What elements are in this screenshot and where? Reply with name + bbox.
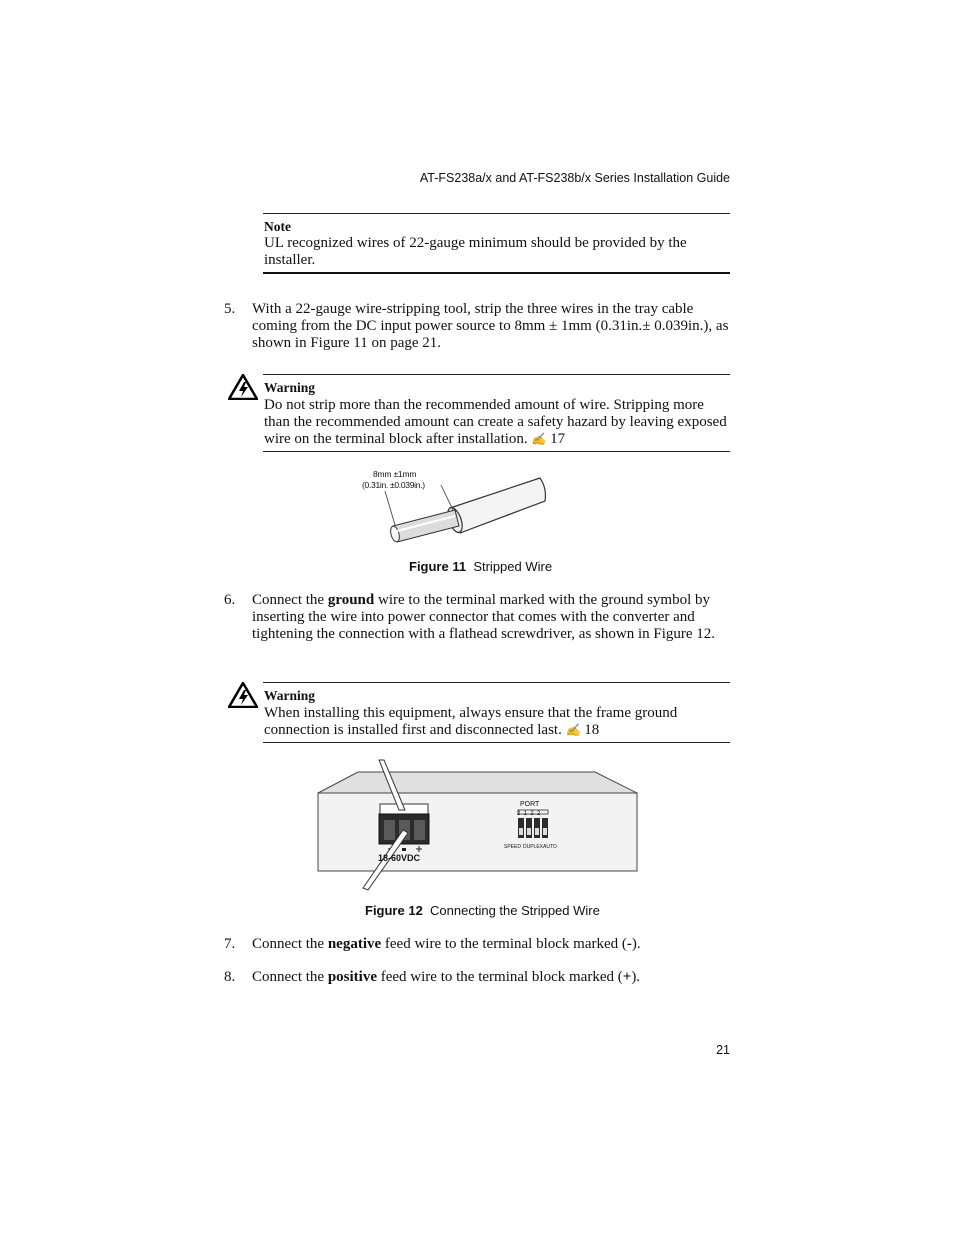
step-number: 6. [224, 592, 236, 608]
figure-11-image [355, 463, 555, 553]
step-text-pre: Connect the [252, 969, 328, 985]
warning1-body [264, 397, 728, 448]
step-number: 8. [224, 969, 236, 985]
fig12-port-numbers: 2 1 2 2 [517, 811, 541, 817]
fig12-vdc-label: 18-60VDC [378, 853, 421, 863]
warning2-body [264, 705, 728, 739]
fig11-dimension-mm: 8mm ±1mm [373, 469, 417, 479]
step-text [252, 592, 732, 643]
step-8 [224, 969, 734, 987]
warning1-title: Warning [264, 380, 316, 395]
figure-12-label: Figure 12 [365, 903, 423, 918]
figure-11-label: Figure 11 [409, 559, 467, 574]
step-text-post: feed wire to the terminal block marked ( [377, 969, 623, 985]
warning1-bottom-rule [263, 451, 730, 452]
pen-reference-icon: ✍ [565, 723, 581, 737]
note-top-rule [263, 213, 730, 214]
fig12-switch-label: DUPLEX [523, 844, 544, 850]
warning-icon [228, 682, 258, 708]
terminal-symbol: - [626, 936, 632, 952]
note-title: Note [264, 219, 291, 234]
figure-12-image [315, 758, 640, 893]
step-keyword: ground [327, 592, 375, 608]
running-header: AT-FS238a/x and AT-FS238b/x Series Installation Guide [419, 171, 730, 185]
step-text-end: ). [631, 969, 641, 985]
figure-12-title: Connecting the Stripped Wire [430, 903, 600, 918]
warning-icon [228, 374, 258, 400]
step-7 [224, 936, 734, 954]
step-text-post: wire to the terminal marked with the ground symbol by inserting the wire into power connector that comes with the converter and tightening the connection with a flathead screwdriver, as shown in Figure 12. [252, 592, 716, 642]
step-text-end: ). [631, 936, 641, 952]
fig12-port-label: PORT [520, 801, 540, 808]
warning1-text: Do not strip more than the recommended amount of wire. Stripping more than the recommended amount can create a safety hazard by leaving exposed wire on the terminal block after installation. [264, 397, 727, 447]
fig12-switch-label: SPEED [504, 844, 521, 850]
figure-12-caption [365, 903, 600, 918]
step-6 [224, 592, 734, 662]
step-text: With a 22-gauge wire-stripping tool, strip the three wires in the tray cable coming from the DC input power source to 8mm ± 1mm (0.31in.± 0.039in.), as shown in Figure 11 on page 21. [252, 301, 729, 351]
note-bottom-rule [263, 272, 730, 274]
warning2-top-rule [263, 682, 730, 683]
fig11-dimension-in: (0.31in. ±0.039in.) [362, 480, 425, 490]
step-text-pre: Connect the [252, 936, 328, 952]
step-text [252, 936, 732, 953]
figure-11-title: Stripped Wire [473, 559, 553, 574]
page-number: 21 [716, 1043, 730, 1057]
step-keyword: positive [327, 969, 377, 985]
figure-11-caption [409, 559, 552, 574]
warning1-top-rule [263, 374, 730, 375]
warning2-text: When installing this equipment, always ensure that the frame ground connection is installed first and disconnected last. [264, 705, 678, 738]
step-text-pre: Connect the [252, 592, 328, 608]
fig12-switch-label: AUTO [543, 844, 557, 850]
note-text: UL recognized wires of 22-gauge minimum should be provided by the installer. [264, 235, 687, 268]
pen-reference-icon: ✍ [531, 432, 547, 446]
warning2-ref: 18 [584, 722, 600, 738]
step-number: 5. [224, 301, 236, 317]
warning1-ref: 17 [550, 431, 566, 447]
terminal-symbol: + [622, 969, 632, 985]
step-text-post: feed wire to the terminal block marked ( [381, 936, 627, 952]
step-text [252, 969, 732, 986]
step-number: 7. [224, 936, 236, 952]
step-5 [224, 301, 734, 353]
warning2-bottom-rule [263, 742, 730, 743]
step-keyword: negative [327, 936, 382, 952]
warning2-title: Warning [264, 688, 316, 703]
